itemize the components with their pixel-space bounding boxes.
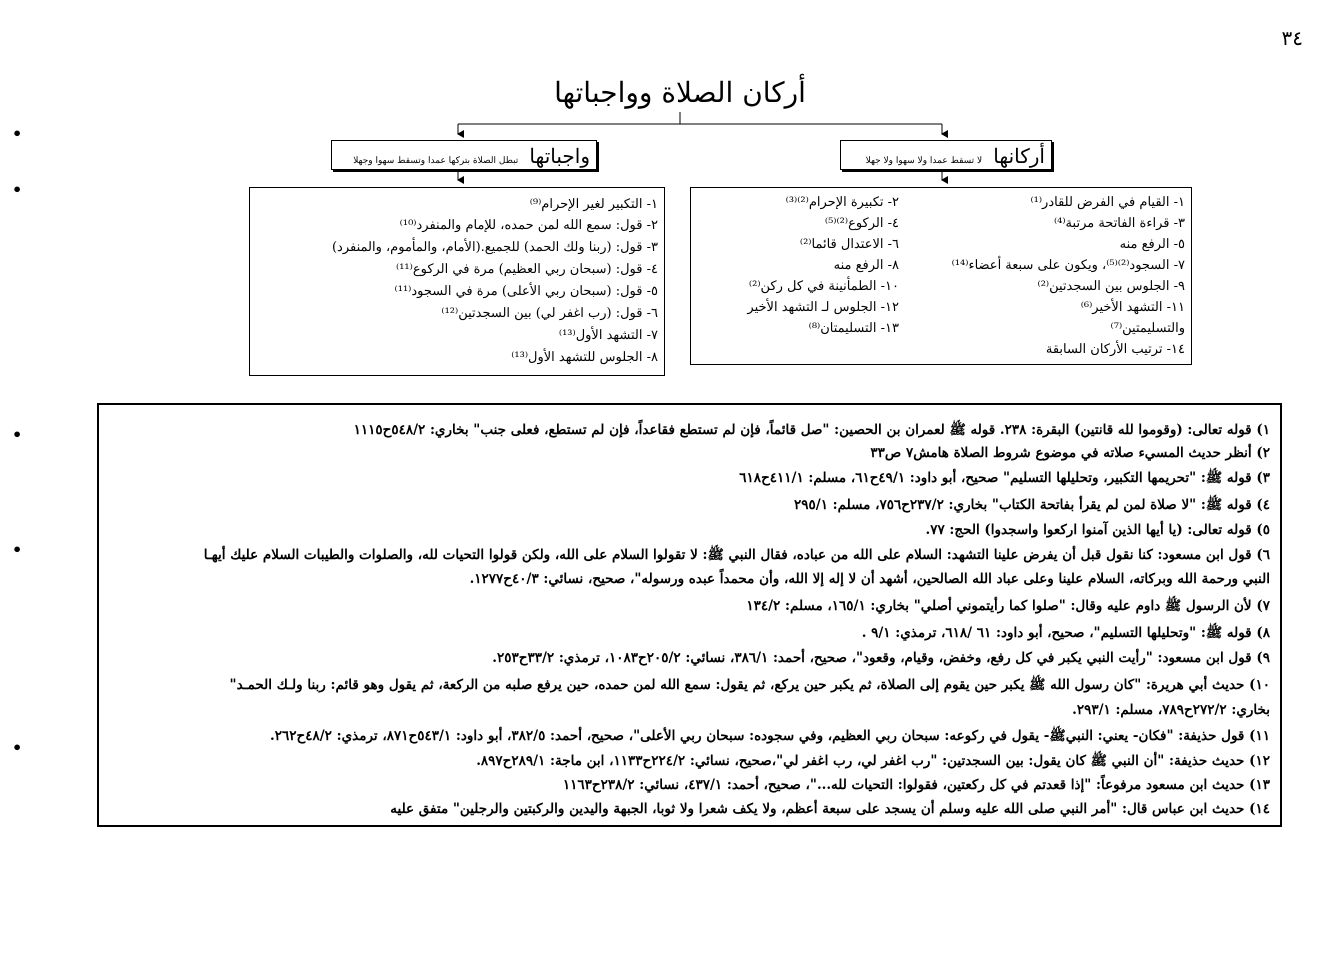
list-item: ١- القيام في الفرض للقادر⁽¹⁾: [1030, 195, 1185, 210]
footnote: ٣) قوله ﷺ: "تحريمها التكبير، وتحليلها التسليم" صحيح، أبو داود: ٤٩/١ح٦١، مسلم: ٤١١/١ح٦١٨: [739, 470, 1270, 486]
list-item: والتسليمتين⁽⁷⁾: [1110, 321, 1185, 336]
list-item: ٦- الاعتدال قائما⁽²⁾: [799, 237, 899, 252]
list-item: ٤- الركوع⁽²⁾⁽⁵⁾: [824, 216, 899, 231]
arkan-header: [840, 140, 1052, 170]
list-item: ٢- تكبيرة الإحرام⁽²⁾⁽³⁾: [785, 195, 899, 210]
list-item: ١٢- الجلوس لـ التشهد الأخير: [747, 300, 899, 315]
page-title: أركان الصلاة وواجباتها: [554, 76, 806, 109]
list-item: ١٣- التسليمتان⁽⁸⁾: [808, 321, 899, 336]
list-item: ٧- التشهد الأول⁽¹³⁾: [558, 328, 658, 343]
list-item: ١١- التشهد الأخير⁽⁶⁾: [1080, 300, 1185, 315]
margin-dot: •: [12, 180, 23, 199]
list-item: ٣- قراءة الفاتحة مرتبة⁽⁴⁾: [1053, 216, 1185, 231]
footnote: ٢) أنظر حديث المسيء صلاته في موضوع شروط الصلاة هامش٧ ص٣٣: [870, 445, 1270, 461]
footnote: ١٢) حديث حذيفة: "أن النبي ﷺ كان يقول: بين السجدتين: "رب اغفر لي، رب اغفر لي"،صحيح، نسائي: ٢٢٤/٢ح١١٣٣، ابن ماجة: ٢٨٩/١ح٨٩٧.: [476, 753, 1270, 769]
list-item: ١٤- ترتيب الأركان السابقة: [1045, 342, 1185, 357]
wajibat-header: [331, 140, 597, 170]
wajibat-heading: واجباتها: [529, 144, 590, 168]
list-item: ٤- قول: (سبحان ربي العظيم) مرة في الركوع⁽¹¹⁾: [396, 262, 658, 277]
arkan-heading: أركانها: [993, 144, 1045, 168]
margin-dot: •: [12, 540, 23, 559]
footnote: ٩) قول ابن مسعود: "رأيت النبي يكبر في كل رفع، وخفض، وقيام، وقعود"، صحيح، أحمد: ٣٨٦/١، نسائي: ٢٠٥/٢ح١٠٨٣، ترمذي: ٣٣/٢ح٢٥٣.: [492, 650, 1270, 666]
list-item: ٨- الجلوس للتشهد الأول⁽¹³⁾: [511, 350, 658, 365]
footnote: ١١) قول حذيفة: "فكان- يعني: النبيﷺ- يقول في ركوعه: سبحان ربي العظيم، وفي سجوده: سبحان ربي الأعلى"، صحيح، أحمد: ٣٨٢/٥، أبو داود: ٥٤٣/١ح٨٧١، ترمذي: ٤٨/٢ح٢٦٢.: [270, 728, 1270, 744]
margin-dot: •: [12, 425, 23, 444]
page-number: ٣٤: [1281, 26, 1303, 50]
footnote: ٥) قوله تعالى: (يا أيها الذين آمنوا اركعوا واسجدوا) الحج: ٧٧.: [925, 522, 1270, 538]
arkan-note: لا تسقط عمدا ولا سهوا ولا جهلا: [865, 156, 983, 166]
list-item: ٣- قول: (ربنا ولك الحمد) للجميع.(الأمام، والمأموم، والمنفرد): [331, 240, 658, 255]
footnote: ٤) قوله ﷺ: "لا صلاة لمن لم يقرأ بفاتحة الكتاب" بخاري: ٢٣٧/٢ح٧٥٦، مسلم: ٢٩٥/١: [794, 497, 1270, 513]
footnote: ٧) لأن الرسول ﷺ داوم عليه وقال: "صلوا كما رأيتموني أصلي" بخاري: ١٦٥/١، مسلم: ١٣٤/٢: [746, 598, 1270, 614]
list-item: ٥- الرفع منه: [1119, 237, 1185, 252]
list-item: ٨- الرفع منه: [833, 258, 899, 273]
footnote: ٦) قول ابن مسعود: كنا نقول قبل أن يفرض علينا التشهد: السلام على الله من عباده، فقال النبي ﷺ: لا تقولوا السلام على الله، ولكن قولوا التحيات لله، والصلوات والطيبات السلام عليك أيهـا: [203, 547, 1270, 563]
arkan-list: [690, 187, 1192, 365]
list-item: ٩- الجلوس بين السجدتين⁽²⁾: [1037, 279, 1185, 294]
list-item: ٧- السجود⁽²⁾⁽⁵⁾، ويكون على سبعة أعضاء⁽¹⁴⁾: [951, 258, 1185, 273]
margin-dot: •: [12, 124, 23, 143]
list-item: ١٠- الطمأنينة في كل ركن⁽²⁾: [748, 279, 899, 294]
footnote: ١) قوله تعالى: (وقوموا لله قانتين) البقرة: ٢٣٨. قوله ﷺ لعمران بن الحصين: "صل قائماً، فإن لم تستطع فقاعداً، فإن لم تستطع، فعلى جنب" بخاري: ٥٤٨/٢ح١١١٥: [353, 422, 1270, 438]
list-item: ٥- قول: (سبحان ربي الأعلى) مرة في السجود⁽¹¹⁾: [394, 284, 658, 299]
footnote: ١٣) حديث ابن مسعود مرفوعاً: "إذا قعدتم في كل ركعتين، فقولوا: التحيات لله..."، صحيح، أحمد: ٤٣٧/١، نسائي: ٢٣٨/٢ح١١٦٣: [562, 777, 1270, 793]
footnote: ٨) قوله ﷺ: "وتحليلها التسليم"، صحيح، أبو داود: ٦١ /٦١٨، ترمذي: ٩/١ .: [861, 625, 1270, 641]
footnote: ١٤) حديث ابن عباس قال: "أمر النبي صلى الله عليه وسلم أن يسجد على سبعة أعظم، ولا يكف شعرا ولا ثوبا، الجبهة واليدين والركبتين والرجلين" متفق عليه: [390, 801, 1270, 817]
list-item: ٦- قول: (رب اغفر لي) بين السجدتين⁽¹²⁾: [441, 306, 658, 321]
footnote: النبي ورحمة الله وبركاته، السلام علينا وعلى عباد الله الصالحين، أشهد أن لا إله إلا الله، وأن محمداً عبده ورسوله"، صحيح، نسائي: ٤٠/٣ح١٢٧٧.: [469, 571, 1270, 587]
footnote: بخاري: ٢٧٢/٢ح٧٨٩، مسلم: ٢٩٣/١.: [1072, 702, 1270, 718]
wajibat-note: تبطل الصلاة بتركها عمدا وتسقط سهوا وجهلا: [353, 156, 519, 166]
list-item: ١- التكبير لغير الإحرام⁽⁹⁾: [529, 197, 658, 212]
margin-dot: •: [12, 738, 23, 757]
footnotes-box: [97, 403, 1282, 827]
list-item: ٢- قول: سمع الله لمن حمده، للإمام والمنفرد⁽¹⁰⁾: [399, 218, 658, 233]
footnote: ١٠) حديث أبي هريرة: "كان رسول الله ﷺ يكبر حين يقوم إلى الصلاة، ثم يكبر حين يركع، ثم يقول: سمع الله لمن حمده، حين يرفع صلبه من الركعة، ثم يقول وهو قائم: ربنا ولـك الحمـد": [229, 677, 1270, 693]
wajibat-list: [249, 187, 665, 376]
